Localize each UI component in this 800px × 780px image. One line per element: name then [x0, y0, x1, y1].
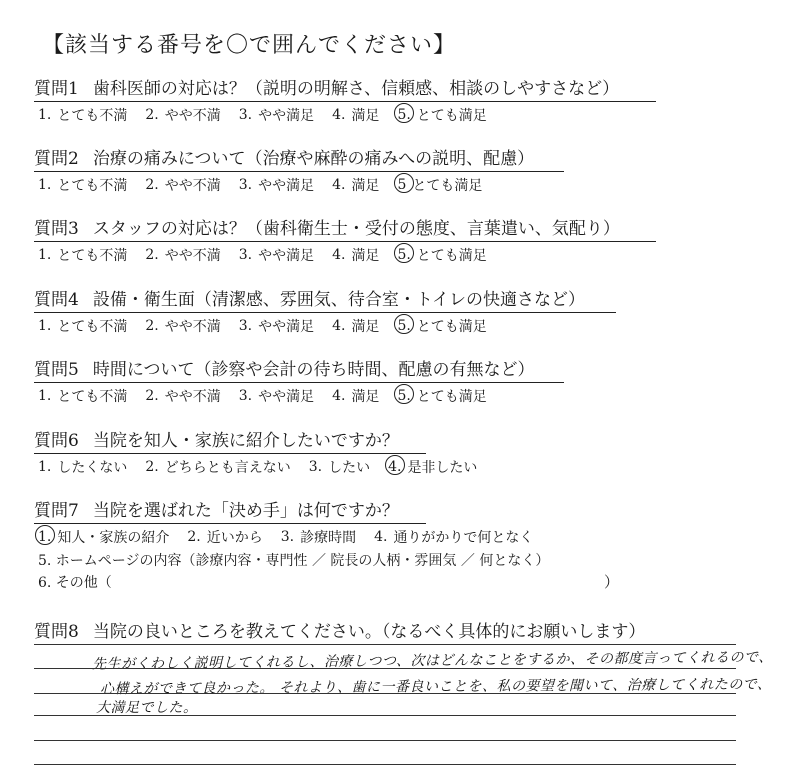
question-text: 治療の痛みについて（治療や麻酔の痛みへの説明、配慮）: [92, 149, 535, 169]
option-4[interactable]: 4. 満足: [332, 318, 380, 335]
options-q4: [38, 316, 505, 336]
question-underline: [34, 101, 656, 102]
options-q6: [38, 457, 495, 477]
answer-rule: [34, 693, 736, 694]
answer-rule: [34, 668, 736, 669]
option-2[interactable]: 2. 近いから: [187, 529, 263, 546]
option-2[interactable]: 2. やや不満: [145, 388, 221, 405]
selection-circle: [394, 103, 414, 123]
answer-line-2: 心構えができて良かった。 それより、歯に一番良いことを、私の要望を聞いて、治療してくれたので、: [99, 676, 772, 698]
question-underline: [34, 523, 426, 524]
option-4[interactable]: 4. 満足: [332, 247, 380, 264]
option-5-line[interactable]: 5. ホームページの内容（診療内容・専門性 ／ 院長の人柄・雰囲気 ／ 何となく）: [38, 553, 550, 569]
selection-circle: [35, 525, 55, 545]
option-5-selected[interactable]: 5. とても満足: [397, 386, 486, 406]
question-underline: [34, 171, 564, 172]
question-3: [34, 218, 620, 242]
answer-line-1: 先生がくわしく説明してくれるし、治療しつつ、次はどんなことをするか、その都度言ってくれるので、: [91, 649, 773, 673]
question-4: [34, 289, 585, 313]
options-q7-line1: [38, 527, 551, 547]
answer-rule: [34, 764, 736, 765]
question-number: 質問2: [34, 149, 79, 169]
question-text: 時間について（診察や会計の待ち時間、配慮の有無など）: [92, 360, 535, 380]
question-7: [34, 500, 399, 524]
option-4[interactable]: 4. 満足: [332, 107, 380, 124]
options-q1: [38, 105, 505, 125]
option-1[interactable]: 1. したくない: [38, 459, 128, 476]
question-number: 質問8: [34, 622, 79, 642]
option-1[interactable]: 1. とても不満: [38, 107, 128, 124]
question-5: [34, 359, 535, 383]
selection-circle: [394, 384, 414, 404]
option-2[interactable]: 2. やや不満: [145, 107, 221, 124]
question-underline: [34, 241, 656, 242]
option-6-other[interactable]: 6. その他（: [38, 575, 112, 591]
option-4[interactable]: 4. 満足: [332, 177, 380, 194]
option-4[interactable]: 4. 通りがかりで何となく: [374, 529, 534, 546]
option-1[interactable]: 1. とても不満: [38, 177, 128, 194]
option-5-selected[interactable]: 5. とても満足: [397, 316, 486, 336]
option-2[interactable]: 2. やや不満: [145, 177, 221, 194]
option-4[interactable]: 4. 満足: [332, 388, 380, 405]
selection-circle: [394, 243, 414, 263]
option-2[interactable]: 2. やや不満: [145, 247, 221, 264]
options-q5: [38, 386, 505, 406]
answer-line-3: 大満足でした。: [96, 700, 198, 716]
options-q2: [38, 175, 500, 195]
answer-rule: [34, 740, 736, 741]
question-text: スタッフの対応は？（歯科衛生士・受付の態度、言葉遣い、気配り）: [92, 219, 620, 239]
option-1[interactable]: 1. とても不満: [38, 388, 128, 405]
question-underline: [34, 453, 426, 454]
question-underline: [34, 312, 616, 313]
question-text: 歯科医師の対応は？（説明の明解さ、信頼感、相談のしやすさなど）: [92, 79, 620, 99]
option-3[interactable]: 3. やや満足: [238, 318, 315, 335]
question-text: 当院を知人・家族に紹介したいですか？: [92, 431, 399, 451]
page-title: 【該当する番号を〇で囲んでください】: [42, 33, 457, 58]
option-1[interactable]: 1. とても不満: [38, 247, 128, 264]
option-3[interactable]: 3. やや満足: [238, 247, 315, 264]
option-3[interactable]: 3. 診療時間: [280, 529, 357, 546]
question-1: [34, 78, 619, 102]
question-2: [34, 148, 534, 172]
question-6: [34, 430, 399, 454]
question-number: 質問6: [34, 431, 79, 451]
option-5-selected[interactable]: 5. とても満足: [397, 245, 486, 265]
question-underline: [34, 382, 564, 383]
option-3[interactable]: 3. やや満足: [238, 107, 315, 124]
answer-rule: [34, 715, 736, 716]
other-close-paren: ）: [604, 573, 620, 591]
option-5-selected[interactable]: 5 とても満足: [397, 175, 482, 195]
option-2[interactable]: 2. やや不満: [145, 318, 221, 335]
option-4-selected[interactable]: 4. 是非したい: [388, 457, 477, 477]
question-number: 質問7: [34, 501, 79, 521]
option-1[interactable]: 1. とても不満: [38, 318, 128, 335]
option-2[interactable]: 2. どちらとも言えない: [145, 459, 291, 476]
option-1-selected[interactable]: 1. 知人・家族の紹介: [38, 527, 169, 547]
option-5-selected[interactable]: 5. とても満足: [397, 105, 486, 125]
selection-circle: [385, 455, 405, 475]
question-text: 設備・衛生面（清潔感、雰囲気、待合室・トイレの快適さなど）: [92, 290, 585, 310]
selection-circle: [394, 314, 414, 334]
question-8: [34, 621, 645, 645]
question-number: 質問3: [34, 219, 79, 239]
question-text: 当院を選ばれた「決め手」は何ですか？: [92, 501, 399, 521]
question-number: 質問5: [34, 360, 79, 380]
answer-rule: [34, 644, 736, 645]
options-q3: [38, 245, 505, 265]
question-number: 質問1: [34, 79, 79, 99]
question-number: 質問4: [34, 290, 79, 310]
question-text: 当院の良いところを教えてください。（なるべく具体的にお願いします）: [92, 622, 646, 642]
option-3[interactable]: 3. したい: [308, 459, 371, 476]
option-3[interactable]: 3. やや満足: [238, 388, 315, 405]
option-3[interactable]: 3. やや満足: [238, 177, 315, 194]
